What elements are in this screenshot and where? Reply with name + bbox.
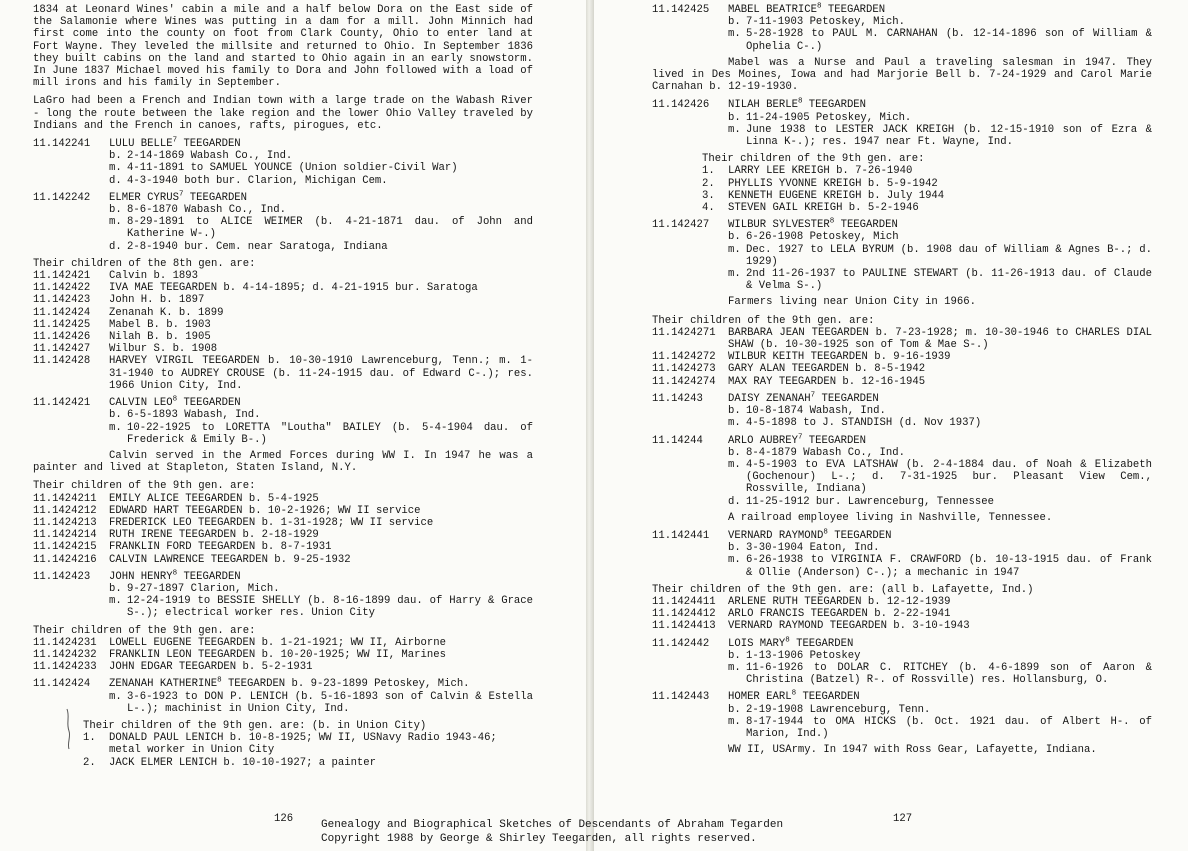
list-item: 11.1424413 VERNARD RAYMOND TEEGARDEN b. 3-10-1943 <box>652 620 970 633</box>
list-item: 11.142424 Zenanah K. b. 1899 <box>33 306 224 319</box>
person-entry: 11.142425 MABEL BEATRICE$^8$ TEEGARDEN b. 7-11-1903 Petoskey, Mich. m. 5-28-1928 to PAUL M. CARNAHAN (b. 12-14-1896 son of William & Ophelia C-.) Mabel was a Nurse and Paul a traveling salesman in 1947. They lived in Des Moines, Iowa and had Marjorie Bell b. 7-24-1929 and Carol Marie Carnahan b. 12-19-1930. <box>652 2 1152 94</box>
page-gutter <box>586 0 594 851</box>
entry-note: WW II, USArmy. In 1947 with Ross Gear, Lafayette, Indiana. <box>728 744 1097 757</box>
list-item: 11.1424216 CALVIN LAWRENCE TEEGARDEN b. 9-25-1932 <box>33 553 351 566</box>
children-heading: Their children of the 9th gen. are: <box>33 480 256 493</box>
list-item: 11.1424213 FREDERICK LEO TEEGARDEN b. 1-31-1928; WW II service <box>33 516 434 529</box>
children-heading: Their children of the 9th gen. are: <box>33 624 256 637</box>
children-list: Their children of the 9th gen. are: 1. LARRY LEE KREIGH b. 7-26-1940 2. PHYLLIS YVONNE KREIGH b. 5-9-1942 3. KENNETH EUGENE KREIGH b. July 1944 4. STEVEN GAIL KREIGH b. 5-2-1946 <box>702 153 1152 214</box>
children-list <box>33 258 533 392</box>
list-item: 11.1424411 ARLENE RUTH TEEGARDEN b. 12-12-1939 <box>652 595 951 608</box>
list-item: 11.142421 Calvin b. 1893 <box>33 270 199 283</box>
list-item: 11.1424214 RUTH IRENE TEEGARDEN b. 2-18-1929 <box>33 529 319 542</box>
entry-name: LULU BELLE$^7$ TEEGARDEN <box>109 136 241 151</box>
list-item: 1. DONALD PAUL LENICH b. 10-8-1925; WW II, USNavy Radio 1943-46; metal worker in Union City <box>83 732 497 757</box>
list-item: 11.1424211 EMILY ALICE TEEGARDEN b. 5-4-1925 <box>33 492 319 505</box>
person-entry: 11.142426 NILAH BERLE$^8$ TEEGARDEN b. 11-24-1905 Petoskey, Mich. m. June 1938 to LESTER JACK KREIGH (b. 12-15-1910 son of Ezra & Linna K-.); res. 1947 near Ft. Wayne, Ind. <box>652 97 1152 149</box>
list-item: 11.1424212 EDWARD HART TEEGARDEN b. 10-2-1926; WW II service <box>33 504 421 517</box>
entry-name: JOHN HENRY$^8$ TEEGARDEN <box>109 569 241 583</box>
list-item: 11.1424272 WILBUR KEITH TEEGARDEN b. 9-16-1939 <box>652 351 951 364</box>
list-item: 11.1424274 MAX RAY TEEGARDEN b. 12-16-1945 <box>652 375 926 388</box>
person-entry: 11.142424 ZENANAH KATHERINE$^8$ TEEGARDEN b. 9-23-1899 Petoskey, Mich. m. 3-6-1923 to DON P. LENICH (b. 5-16-1893 son of Calvin & Estella L-.); machinist in Union City, Ind. <box>33 676 533 715</box>
left-page <box>33 4 533 774</box>
right-page <box>652 4 1152 762</box>
page-number-left: 126 <box>274 813 294 825</box>
copyright-footer: Genealogy and Biographical Sketches of Descendants of Abraham Tegarden Copyright 1988 by George & Shirley Teegarden, all rights reserved. <box>321 819 784 845</box>
intro-paragraph: 1834 at Leonard Wines' cabin a mile and a half below Dora on the East side of the Salamonie where Wines was putting in a dam for a mill. John Minnich had first come into the county on foot from Clark County, Ohio to enter land at Fort Wayne. They leveled the millsite and returned to Ohio. In September 1836 they built cabins on the land and started to Ohio again in an early snowstorm. In June 1837 Michael moved his family to Dora and John followed with a load of mill irons and his family in September. <box>33 4 533 90</box>
person-entry: 11.142423 JOHN HENRY$^8$ TEEGARDEN b. 9-27-1897 Clarion, Mich. m. 12-24-1919 to BESSIE SHELLY (b. 8-16-1899 dau. of Harry & Grace S-.); electrical worker res. Union City <box>33 569 533 620</box>
list-item: 11.1424273 GARY ALAN TEEGARDEN b. 8-5-1942 <box>652 363 926 376</box>
children-list: Their children of the 9th gen. are: 11.1424271 BARBARA JEAN TEEGARDEN b. 7-23-1928; m. 10-30-1946 to CHARLES DIAL SHAW (b. 10-30-1925 son of Tom & Mae S-.) 11.1424272 WILBUR KEITH TEEGARDEN b. 9-16-1939 11.1424273 GARY ALAN TEEGARDEN b. 8-5-1942 11.1424274 MAX RAY TEEGARDEN b. 12-16-1945 <box>652 314 1152 388</box>
children-list <box>83 720 533 769</box>
person-entry: 11.14243 DAISY ZENANAH$^7$ TEEGARDEN b. 10-8-1874 Wabash, Ind. m. 4-5-1898 to J. STANDISH (d. Nov 1937) <box>652 391 982 430</box>
children-list: Their children of the 9th gen. are: (all b. Lafayette, Ind.) 11.1424411 ARLENE RUTH TEEGARDEN b. 12-12-1939 11.1424412 ARLO FRANCIS TEEGARDEN b. 2-22-1941 11.1424413 VERNARD RAYMOND TEEGARDEN b. 3-10-1943 <box>652 584 1152 633</box>
person-entry: 11.142443 HOMER EARL$^8$ TEEGARDEN b. 2-19-1908 Lawrenceburg, Tenn. m. 8-17-1944 to OMA HICKS (b. Oct. 1921 dau. of Albert H-. of Marion, Ind.) WW II, USArmy. In 1947 with Ross Gear, Lafayette, Indiana. <box>652 689 1152 757</box>
children-heading: Their children of the 8th gen. are: <box>33 257 256 270</box>
entry-id: 11.142421 <box>33 397 91 410</box>
list-item: 11.1424231 LOWELL EUGENE TEEGARDEN b. 1-21-1921; WW II, Airborne <box>33 636 446 649</box>
list-item: 4. STEVEN GAIL KREIGH b. 5-2-1946 <box>702 202 919 215</box>
page-number-right: 127 <box>893 813 913 825</box>
entry-id: 11.142424 <box>33 678 91 691</box>
pencil-mark-icon <box>64 707 74 751</box>
list-item: 11.142425 Mabel B. b. 1903 <box>33 318 211 331</box>
list-item: 11.1424232 FRANKLIN LEON TEEGARDEN b. 10-20-1925; WW II, Marines <box>33 648 446 661</box>
person-entry: 11.14244 ARLO AUBREY$^7$ TEEGARDEN b. 8-4-1879 Wabash Co., Ind. m. 4-5-1903 to EVA LATSHAW (b. 2-4-1884 dau. of Noah & Elizabeth (Gochenour) L-.; d. 7-31-1925 bur. Pleasant View Cem., Rossville, Indiana) d. 11-25-1912 bur. Lawrenceburg, Tennessee A railroad employee living in Nashville, Tennessee. <box>652 432 1152 524</box>
list-item: 11.142428 HARVEY VIRGIL TEEGARDEN b. 10-30-1910 Lawrenceburg, Tenn.; m. 1-31-1940 to AUDREY CROUSE (b. 11-24-1915 dau. of Edward C-.); res. 1966 Union City, Ind. <box>33 355 533 392</box>
list-item: 11.142426 Nilah B. b. 1905 <box>33 331 211 344</box>
entry-name: ELMER CYRUS$^7$ TEEGARDEN <box>109 190 248 204</box>
entry-note: A railroad employee living in Nashville, Tennessee. <box>728 511 1053 524</box>
entry-note: Calvin served in the Armed Forces during WW I. In 1947 he was a painter and lived at Stapleton, Staten Island, N.Y. <box>33 449 533 475</box>
person-entry: 11.142427 WILBUR SYLVESTER$^8$ TEEGARDEN b. 6-26-1908 Petoskey, Mich m. Dec. 1927 to LELA BYRUM (b. 1908 dau of William & Agnes B-.; d. 1929) m. 2nd 11-26-1937 to PAULINE STEWART (b. 11-26-1913 dau. of Claude & Velma S-.) Farmers living near Union City in 1966. <box>652 217 1152 309</box>
entry-name: ZENANAH KATHERINE$^8$ TEEGARDEN b. 9-23-1899 Petoskey, Mich. <box>109 676 470 691</box>
children-list <box>33 480 533 565</box>
list-item: 2. JACK ELMER LENICH b. 10-10-1927; a painter <box>83 756 377 769</box>
list-item: 1. LARRY LEE KREIGH b. 7-26-1940 <box>702 165 913 178</box>
children-heading: Their children of the 9th gen. are: (b. in Union City) <box>83 719 427 732</box>
list-item: 11.142427 Wilbur S. b. 1908 <box>33 343 218 356</box>
entry-id: 11.142423 <box>33 570 91 583</box>
list-item: 11.1424271 BARBARA JEAN TEEGARDEN b. 7-23-1928; m. 10-30-1946 to CHARLES DIAL SHAW (b. 10-30-1925 son of Tom & Mae S-.) <box>652 326 1152 352</box>
entry-note: Mabel was a Nurse and Paul a traveling salesman in 1947. They lived in Des Moines, Iowa and had Marjorie Bell b. 7-24-1929 and Carol Marie Carnahan b. 12-19-1930. <box>652 56 1152 94</box>
entry-id: 11.142242 <box>33 191 91 204</box>
person-entry: 11.142441 VERNARD RAYMOND$^8$ TEEGARDEN b. 3-30-1904 Eaton, Ind. m. 6-26-1938 to VIRGINIA F. CRAWFORD (b. 10-13-1915 dau. of Frank & Ollie (Anderson) C-.); a mechanic in 1947 <box>652 528 1152 579</box>
entry-id: 11.142241 <box>33 138 91 151</box>
list-item: 3. KENNETH EUGENE KREIGH b. July 1944 <box>702 189 945 202</box>
intro-paragraph: LaGro had been a French and Indian town with a large trade on the Wabash River - long the route between the lake region and the lower Ohio Valley traveled by Indians and the French in canoes, rafts, pirogues, etc. <box>33 95 533 132</box>
entry-name: CALVIN LEO$^8$ TEEGARDEN <box>109 395 241 410</box>
entry-note: Farmers living near Union City in 1966. <box>728 296 976 309</box>
list-item: 2. PHYLLIS YVONNE KREIGH b. 5-9-1942 <box>702 177 938 190</box>
list-item: 11.142422 IVA MAE TEEGARDEN b. 4-14-1895; d. 4-21-1915 bur. Saratoga <box>33 282 478 295</box>
list-item: 11.142423 John H. b. 1897 <box>33 294 205 307</box>
person-entry: 11.142442 LOIS MARY$^8$ TEEGARDEN b. 1-13-1906 Petoskey m. 11-6-1926 to DOLAR C. RITCHEY (b. 4-6-1899 son of Aaron & Christina (Batzel) R-. of Rossville) res. Hollansburg, O. <box>652 636 1152 687</box>
person-entry: 11.142242 ELMER CYRUS$^7$ TEEGARDEN b. 8-6-1870 Wabash Co., Ind. m. 8-29-1891 to ALICE WEIMER (b. 4-21-1871 dau. of John and Katherine W-.) d. 2-8-1940 bur. Cem. near Saratoga, Indiana <box>33 190 533 253</box>
children-list <box>33 625 533 674</box>
person-entry: 11.142421 CALVIN LEO$^8$ TEEGARDEN b. 6-5-1893 Wabash, Ind. m. 10-22-1925 to LORETTA "Loutha" BAILEY (b. 5-4-1904 dau. of Frederick & Emily B-.) Calvin served in the Armed Forces during WW I. In 1947 he was a painter and lived at Stapleton, Staten Island, N.Y. <box>33 395 533 475</box>
list-item: 11.1424412 ARLO FRANCIS TEEGARDEN b. 2-22-1941 <box>652 608 951 621</box>
list-item: 11.1424233 JOHN EDGAR TEEGARDEN b. 5-2-1931 <box>33 661 313 674</box>
person-entry: 11.142241 LULU BELLE$^7$ TEEGARDEN b. 2-14-1869 Wabash Co., Ind. m. 4-11-1891 to SAMUEL YOUNCE (Union soldier-Civil War) d. 4-3-1940 both bur. Clarion, Michigan Cem. <box>33 138 533 187</box>
list-item: 11.1424215 FRANKLIN FORD TEEGARDEN b. 8-7-1931 <box>33 541 332 554</box>
